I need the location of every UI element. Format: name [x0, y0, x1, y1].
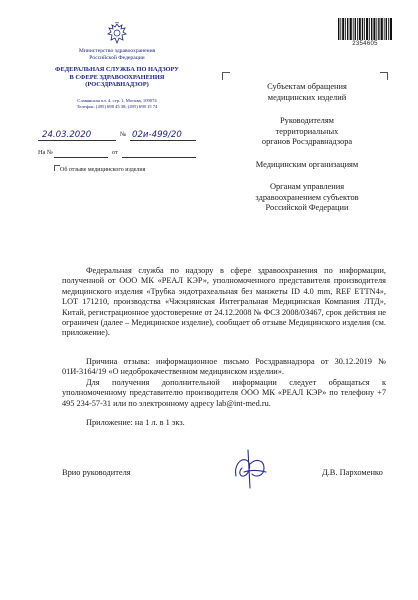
ministry-name	[40, 48, 194, 61]
agency-line: (РОСЗДРАВНАДЗОР)	[85, 81, 149, 89]
date-underline	[38, 140, 116, 141]
signer-name: Д.В. Пархоменко	[322, 468, 383, 477]
recipient-block	[232, 116, 382, 148]
ministry-line: Российской Федерации	[89, 54, 145, 61]
recipient-block	[232, 82, 382, 103]
recipient-line: медицинских изделий	[267, 92, 347, 102]
recipient-line: здравоохранением субъектов	[255, 192, 359, 202]
agency-line: ФЕДЕРАЛЬНАЯ СЛУЖБА ПО НАДЗОРУ	[55, 66, 179, 73]
ministry-line: Министерство здравоохранения	[78, 48, 156, 54]
signature-icon	[230, 446, 270, 490]
recipient-line: территориальных	[275, 126, 339, 136]
reference-number-label: На №	[38, 149, 53, 156]
recipient-block	[232, 182, 382, 214]
recipient-line: Субъектам обращения	[267, 82, 347, 91]
address-frame-corner	[222, 72, 230, 80]
phone-line: Телефон: (495) 698 45 38; (495) 698 15 74	[76, 104, 158, 109]
barcode-number: 2354605	[352, 41, 378, 47]
registration-row	[38, 130, 198, 144]
agency-name	[30, 66, 204, 89]
number-underline	[130, 140, 196, 141]
reference-date-line	[122, 157, 196, 158]
handwritten-date: 24.03.2020	[42, 130, 92, 140]
recipient-line: органов Росздравнадзора	[261, 137, 353, 147]
recipient-block	[232, 160, 382, 171]
address-line: Славянская пл. 4, стр. 1, Москва, 109074	[77, 98, 157, 103]
agency-address	[30, 98, 204, 110]
recipient-line: Руководителям	[280, 116, 334, 125]
reference-date-label: от	[112, 149, 118, 156]
attachment-note: Приложение: на 1 л. в 1 экз.	[86, 418, 185, 427]
number-prefix: №	[120, 131, 127, 138]
recipient-line: Медицинским организациям	[255, 160, 359, 169]
signer-position: Врио руководителя	[62, 468, 131, 477]
reference-row	[38, 148, 198, 160]
body-paragraph: Для получения дополнительной информации следует обращаться к уполномоченному представителю производителя ООО МК «РЕАЛ КЭР» по телефону +7 495 234-57-31 или по электронному адресу lab@int-med.ru.	[62, 378, 386, 408]
barcode-icon	[338, 18, 392, 40]
body-paragraph: Федеральная служба по надзору в сфере здравоохранения по информации, полученной от ООО МК «РЕАЛ КЭР», уполномоченного представителя производителя медицинского изделия «Трубка эндотрахеальная без манжеты ID 4.0 mm, REF ETTN4», LOT 171210, производства «Чжэцзянская Интегральная Медицинская Компания ЛТД», Китай, регистрационное удостоверение от 24.12.2008 № ФСЗ 2008/03467, срок действия не ограничен (далее – Медицинское изделие), сообщает об отзыве Медицинского изделия (см. приложение).	[62, 266, 386, 338]
subject-block	[32, 165, 206, 175]
subject-text: Об отзыве медицинского изделия	[60, 167, 146, 173]
coat-of-arms-icon	[106, 22, 128, 46]
reference-number-line	[54, 157, 108, 158]
address-frame-corner	[380, 72, 388, 80]
recipient-line: Российской Федерации	[265, 203, 349, 213]
handwritten-number: 02и-499/20	[132, 130, 182, 140]
body-paragraph: Причина отзыва: информационное письмо Росздравнадзора от 30.12.2019 № 01И-3164/19 «О недоброкачественном медицинском изделии».	[62, 357, 386, 377]
recipient-line: Органам управления	[269, 182, 345, 191]
agency-line: В СФЕРЕ ЗДРАВООХРАНЕНИЯ	[69, 73, 165, 81]
